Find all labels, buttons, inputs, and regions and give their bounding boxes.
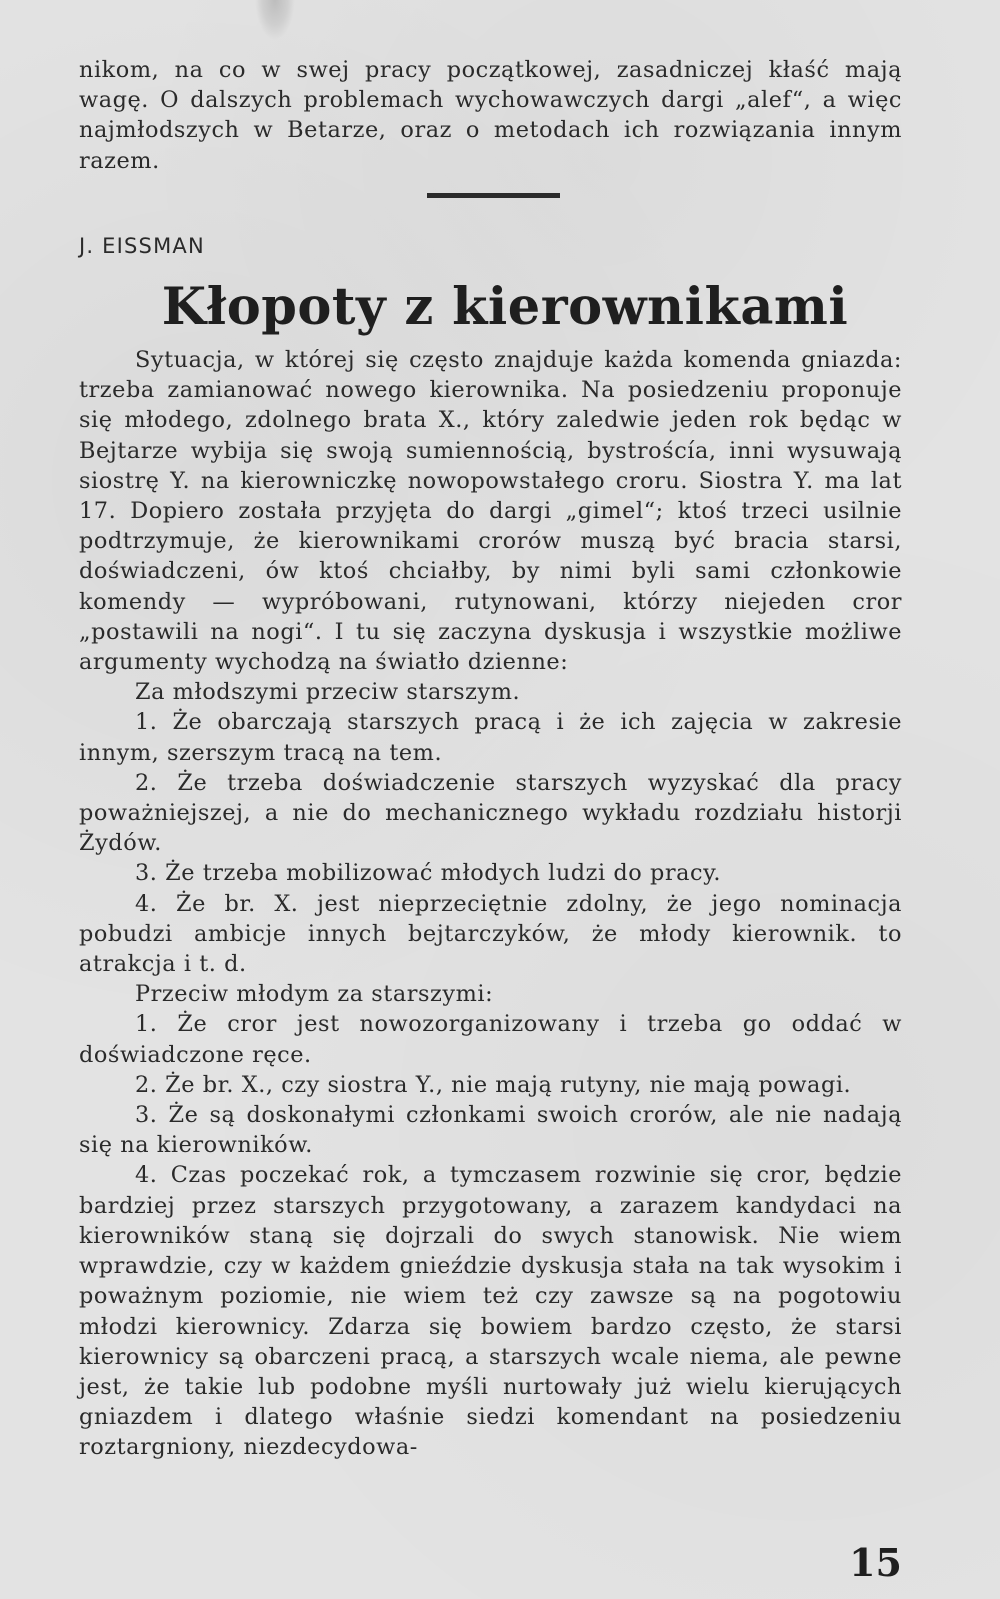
continued-paragraph-text: nikom, na co w swej pracy początkowej, zasadniczej kłaść mają wagę. O dalszych problemach wychowawczych dargi „alef“, a więc najmłodszych w Betarze, oraz o metodach ich rozwiązania innym razem. bbox=[79, 57, 902, 174]
for-old-item-3: 3. Że są doskonałymi członkami swoich crorów, ale nie nadają się na kierowników. bbox=[79, 1102, 902, 1159]
article-author: J. EISSMAN bbox=[79, 234, 205, 258]
intro-paragraph: Sytuacja, w której się często znajduje każda komenda gniazda: trzeba zamianować nowego kierownika. Na posiedzeniu proponuje się młodego, zdolnego brata X., który zaledwie jeden rok będąc w Bejtarze wybija się swoją sumiennością, bystroścía, inni wysuwają siostrę Y. na kierowniczkę nowopowstałego croru. Siostra Y. ma lat 17. Dopiero została przyjęta do dargi „gimel“; ktoś trzeci usilnie podtrzymuje, że kierownikami crorów muszą być bracia starsi, doświadczeni, ów ktoś chciałby, by nimi byli sami członkowie komendy — wypróbowani, rutynowani, którzy niejeden cror „postawili na nogi“. I tu się zaczyna dyskusja i wszystkie możliwe argumenty wychodzą na światło dzienne: bbox=[79, 347, 902, 676]
for-young-heading: Za młodszymi przeciw starszym. bbox=[135, 679, 521, 706]
for-young-item-1: 1. Że obarczają starszych pracą i że ich zajęcia w zakresie innym, szerszym tracą na tem. bbox=[79, 709, 902, 766]
article-title: Kłopoty z kierownikami bbox=[161, 277, 849, 337]
page-number: 15 bbox=[849, 1540, 902, 1585]
for-young-item-3: 3. Że trzeba mobilizować młodych ludzi do pracy. bbox=[135, 860, 722, 887]
continued-paragraph bbox=[79, 55, 902, 176]
paper-tear-mark bbox=[255, 0, 295, 40]
for-young-item-2: 2. Że trzeba doświadczenie starszych wyzyskać dla pracy poważniejszej, a nie do mechanicznego wykładu rozdziału historji Żydów. bbox=[79, 769, 902, 857]
for-old-item-2: 2. Że br. X., czy siostra Y., nie mają rutyny, nie mają powagi. bbox=[135, 1071, 852, 1098]
article-body bbox=[79, 345, 902, 1463]
for-old-item-1: 1. Że cror jest nowozorganizowany i trzeba go oddać w doświadczone ręce. bbox=[79, 1011, 902, 1068]
section-divider bbox=[427, 193, 560, 198]
for-young-item-4: 4. Że br. X. jest nieprzeciętnie zdolny, że jego nominacja pobudzi ambicje innych bejtarczyków, że młody kierownik. to atrakcja i t. d. bbox=[79, 890, 902, 978]
for-old-item-4: 4. Czas poczekać rok, a tymczasem rozwinie się cror, będzie bardziej przez starszych przygotowany, a zarazem kandydaci na kierowników staną się dojrzali do swych stanowisk. Nie wiem wprawdzie, czy w każdem gnieździe dyskusja stała na tak wysokim i poważnym poziomie, nie wiem też czy zawsze są na pogotowiu młodzi kierownicy. Zdarza się bowiem bardzo często, że starsi kierownicy są obarczeni pracą, a starszych wcale niema, ale pewne jest, że takie lub podobne myśli nurtowały już wielu kierujących gniazdem i dlatego właśnie siedzi komendant na posiedzeniu roztargniony, niezdecydowa- bbox=[79, 1162, 902, 1461]
for-old-heading: Przeciw młodym za starszymi: bbox=[135, 981, 494, 1008]
